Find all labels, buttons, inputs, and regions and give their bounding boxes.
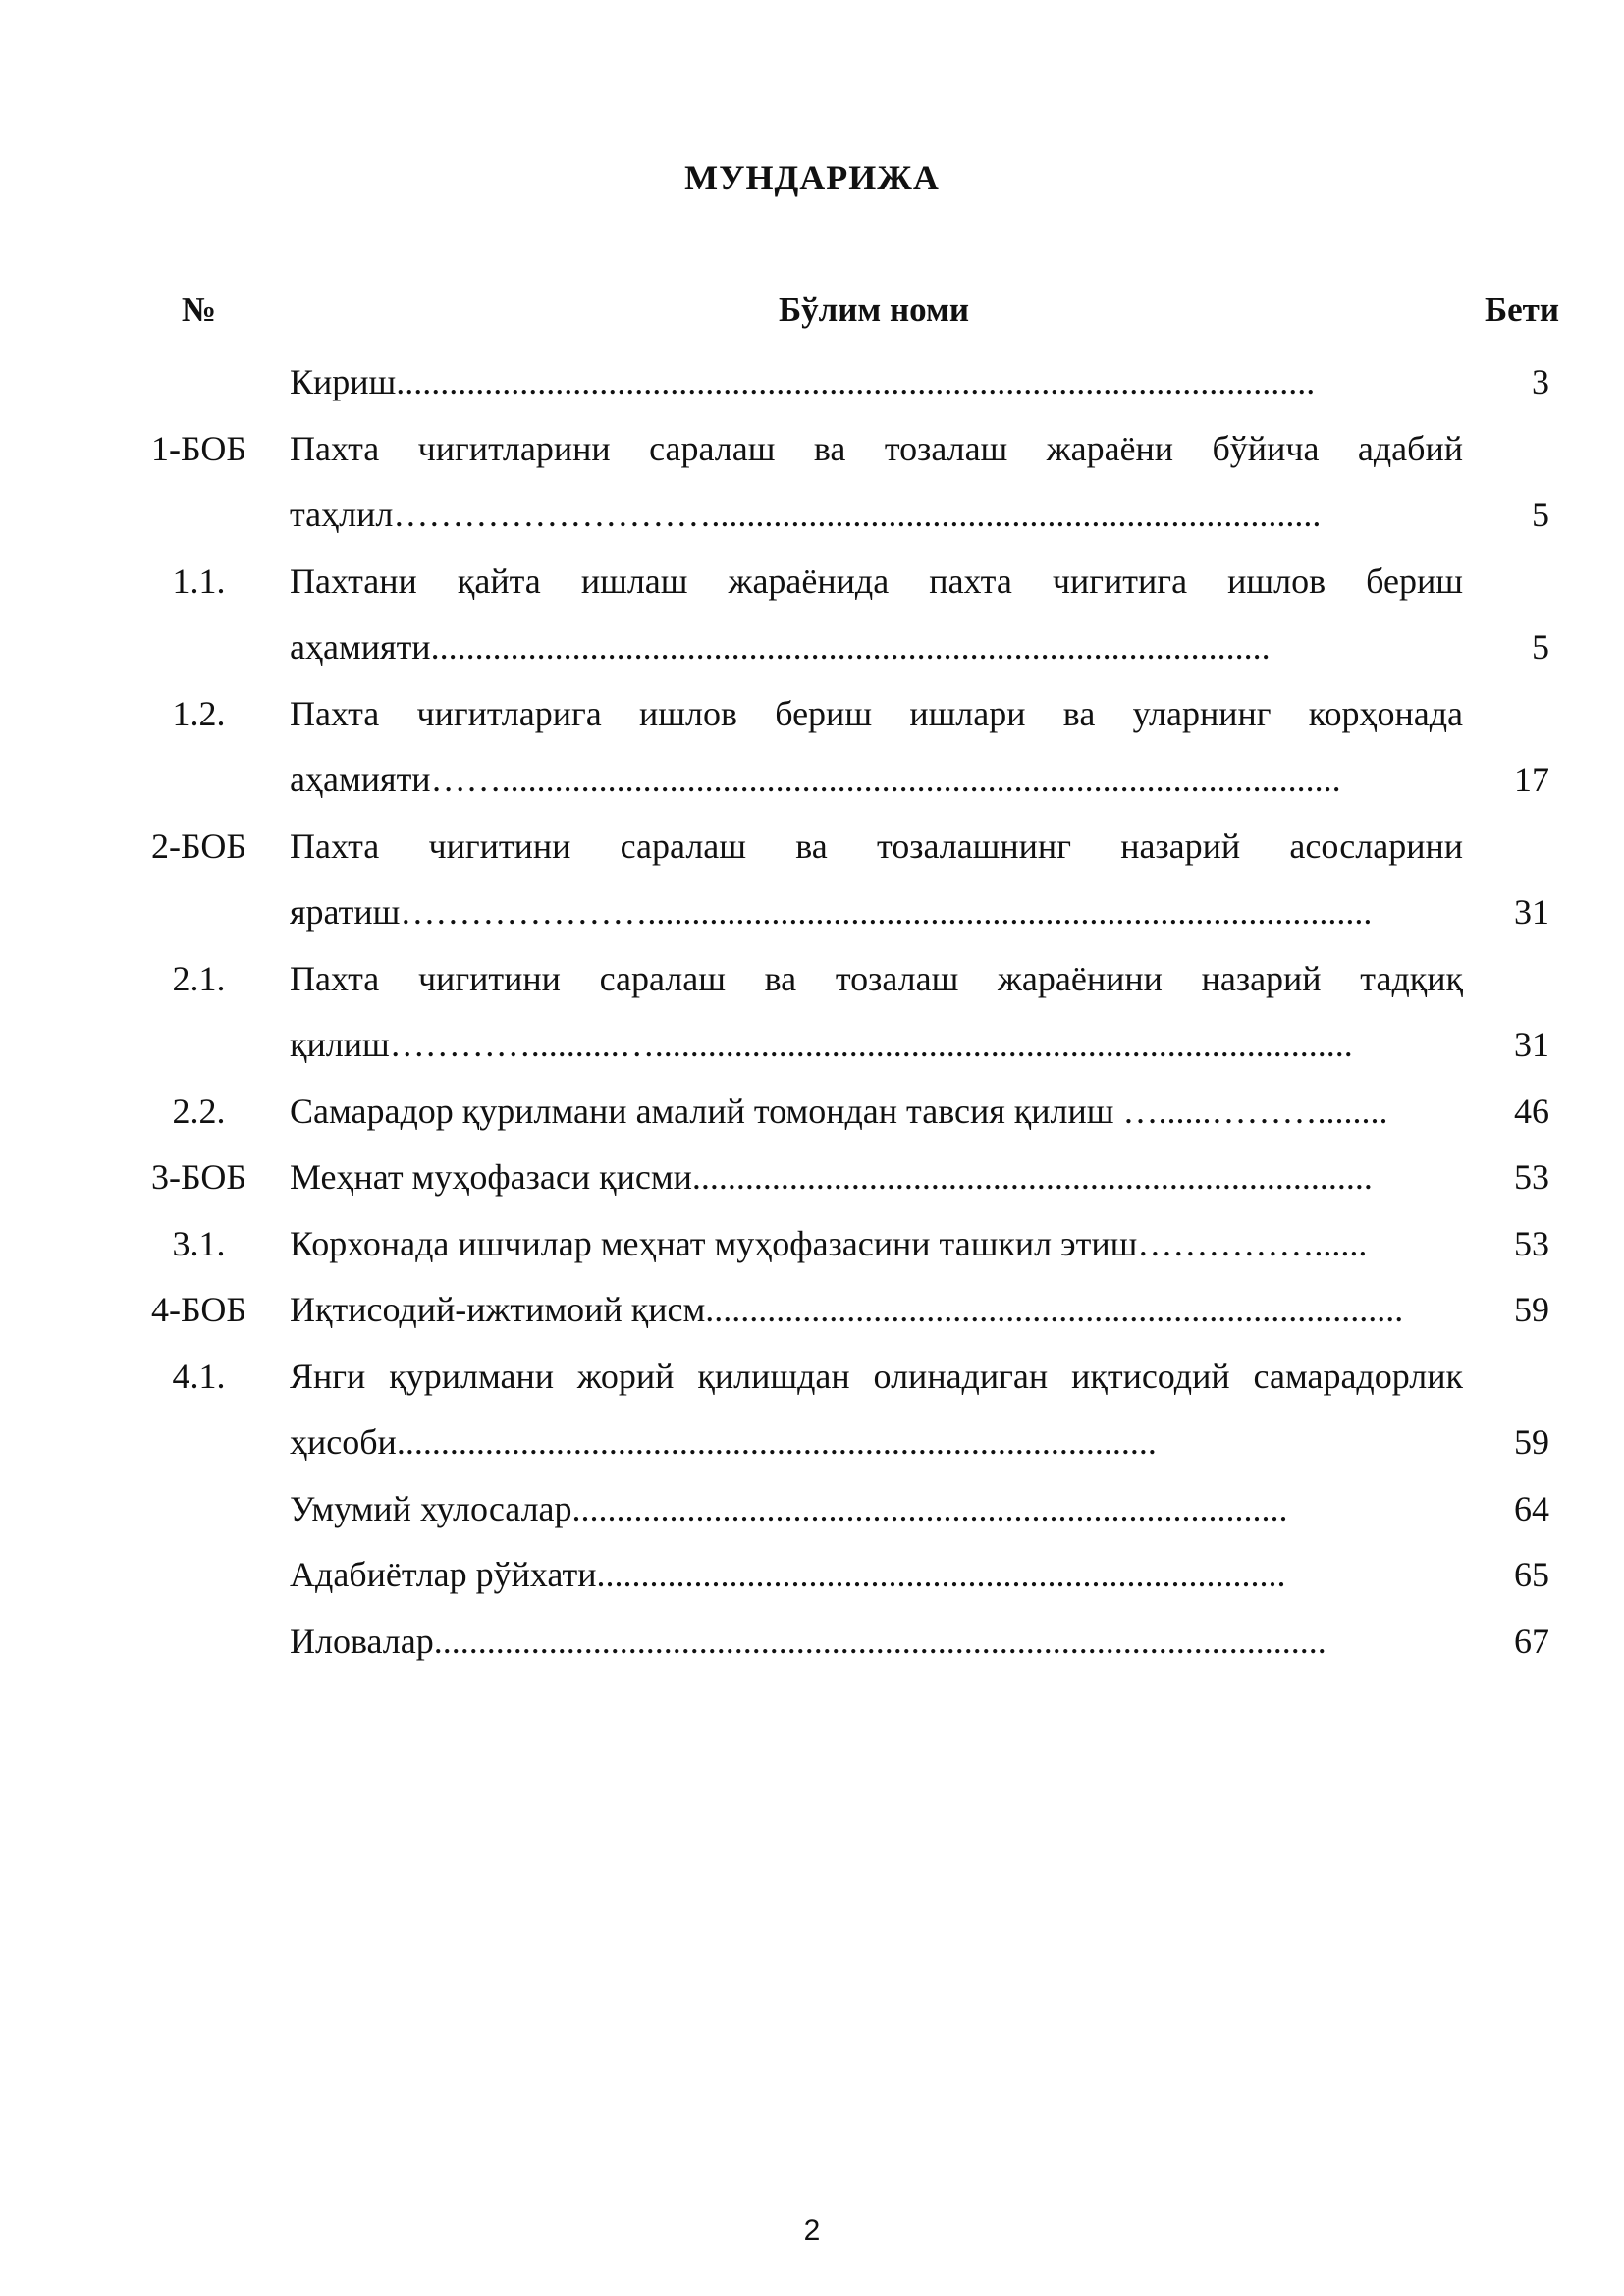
toc-row-text: [290, 1476, 1463, 1543]
toc-row[interactable]: [0, 349, 1624, 416]
toc-row-leader: ........................................................................................................: [396, 362, 1316, 401]
toc-row-leader: .................................................................................: [571, 1488, 1288, 1528]
toc-row-page: 5: [1532, 627, 1549, 667]
toc-row-page: 64: [1514, 1488, 1549, 1528]
toc-row-text: [290, 1079, 1463, 1146]
toc-row-page: 31: [1514, 892, 1549, 932]
toc-row[interactable]: [0, 416, 1624, 549]
toc-row[interactable]: [0, 1145, 1624, 1211]
toc-row-number: 1.2.: [172, 693, 226, 733]
toc-row-leader: …………………..................................................................................: [400, 892, 1373, 932]
toc-row-page: 53: [1514, 1157, 1549, 1197]
toc-row-text: [290, 1145, 1463, 1211]
toc-row-leader: ...............................................................................: [705, 1290, 1404, 1329]
toc-row-title: Меҳнат муҳофазаси қисми: [290, 1157, 692, 1197]
toc-row-leader: …………..........…...............................................................................: [389, 1025, 1353, 1064]
toc-row-title: Янги қурилмани жорий қилишдан олинадиган иқтисодий самарадорлик ҳисоби: [290, 1356, 1463, 1462]
toc-row-title: Пахтани қайта ишлаш жараёнида пахта чигитига ишлов бериш аҳамияти: [290, 561, 1463, 667]
toc-row[interactable]: [0, 814, 1624, 946]
toc-row-number: 4-БОБ: [150, 1290, 247, 1329]
toc-row[interactable]: [0, 549, 1624, 681]
toc-row-leader: ......................................................................................: [396, 1422, 1157, 1462]
toc-row-title: Кириш: [290, 362, 397, 401]
toc-row-leader: ...............................................................................................: [430, 627, 1271, 667]
toc-row-number: 1.1.: [172, 561, 226, 601]
toc-row[interactable]: [0, 1476, 1624, 1543]
toc-row-title: Пахта чигитларини саралаш ва тозалаш жараёни бўйича адабий таҳлил: [290, 428, 1463, 534]
toc-row[interactable]: [0, 946, 1624, 1079]
toc-header-section-name: Бўлим номи: [778, 291, 970, 329]
toc-row-text: [290, 946, 1463, 1079]
toc-row-page: 59: [1514, 1422, 1549, 1462]
toc-list: [0, 349, 1624, 1675]
toc-row-text: [290, 681, 1463, 814]
toc-row-number: 4.1.: [172, 1356, 226, 1396]
toc-header-row: [0, 291, 1624, 334]
toc-row-text: [290, 1542, 1463, 1609]
toc-row-leader: ……...............................................................................................: [430, 760, 1341, 799]
toc-row-text: [290, 549, 1463, 681]
toc-row-number: 3.1.: [172, 1223, 226, 1263]
toc-row-page: 46: [1514, 1091, 1549, 1131]
toc-row-text: [290, 416, 1463, 549]
toc-row-title: Корхонада ишчилар меҳнат муҳофазасини ташкил этиш: [290, 1223, 1138, 1263]
toc-row-leader: ……………......: [1137, 1223, 1368, 1263]
toc-row-title: Иловалар: [290, 1621, 434, 1661]
toc-row-title: Адабиётлар рўйхати: [290, 1555, 597, 1594]
toc-row-title: Иқтисодий-ижтимоий қисм: [290, 1290, 706, 1329]
toc-row-page: 31: [1514, 1025, 1549, 1064]
toc-row[interactable]: [0, 1277, 1624, 1344]
toc-row-page: 65: [1514, 1555, 1549, 1594]
toc-row-title: Умумий хулосалар: [290, 1488, 572, 1528]
toc-row-title: Самарадор қурилмани амалий томондан тавсия қилиш: [290, 1091, 1114, 1131]
toc-row-page: 59: [1514, 1290, 1549, 1329]
toc-row-page: 67: [1514, 1621, 1549, 1661]
toc-row-page: 53: [1514, 1223, 1549, 1263]
toc-row-title: Пахта чигитини саралаш ва тозалаш жараёнини назарий тадқиқ қилиш: [290, 958, 1463, 1064]
toc-row-number: 3-БОБ: [150, 1157, 247, 1197]
toc-row-text: [290, 1211, 1463, 1278]
page-number: 2: [803, 2215, 821, 2247]
toc-row-text: [290, 1344, 1463, 1476]
toc-row-text: [290, 349, 1463, 416]
toc-row[interactable]: [0, 1211, 1624, 1278]
document-title: МУНДАРИЖА: [684, 158, 940, 197]
toc-row-number: 2-БОБ: [150, 826, 247, 866]
toc-row-leader: ..............................................................................: [596, 1555, 1286, 1594]
toc-row-number: 2.1.: [172, 958, 226, 998]
toc-row-text: [290, 1277, 1463, 1344]
toc-row-page: 17: [1514, 760, 1549, 799]
toc-row[interactable]: [0, 681, 1624, 814]
toc-header-page: Бети: [1485, 291, 1560, 329]
toc-row-page: 5: [1532, 495, 1549, 534]
toc-row[interactable]: [0, 1079, 1624, 1146]
toc-row-leader: ……………………….....................................................................: [393, 495, 1322, 534]
toc-row-page: 3: [1532, 362, 1549, 401]
toc-row-title: Пахта чигитини саралаш ва тозалашнинг назарий асосларини яратиш: [290, 826, 1463, 932]
toc-row-text: [290, 814, 1463, 946]
toc-row-leader: .............................................................................: [691, 1157, 1373, 1197]
toc-header-number: №: [182, 291, 217, 329]
toc-row-number: 1-БОБ: [150, 428, 247, 468]
toc-row-leader: …......………........: [1113, 1091, 1388, 1131]
toc-row[interactable]: [0, 1609, 1624, 1676]
toc-row[interactable]: [0, 1344, 1624, 1476]
toc-row-number: 2.2.: [172, 1091, 226, 1131]
toc-row[interactable]: [0, 1542, 1624, 1609]
toc-row-text: [290, 1609, 1463, 1676]
toc-row-title: Пахта чигитларига ишлов бериш ишлари ва уларнинг корҳонада аҳамияти: [290, 693, 1463, 799]
toc-row-leader: .....................................................................................................: [433, 1621, 1326, 1661]
